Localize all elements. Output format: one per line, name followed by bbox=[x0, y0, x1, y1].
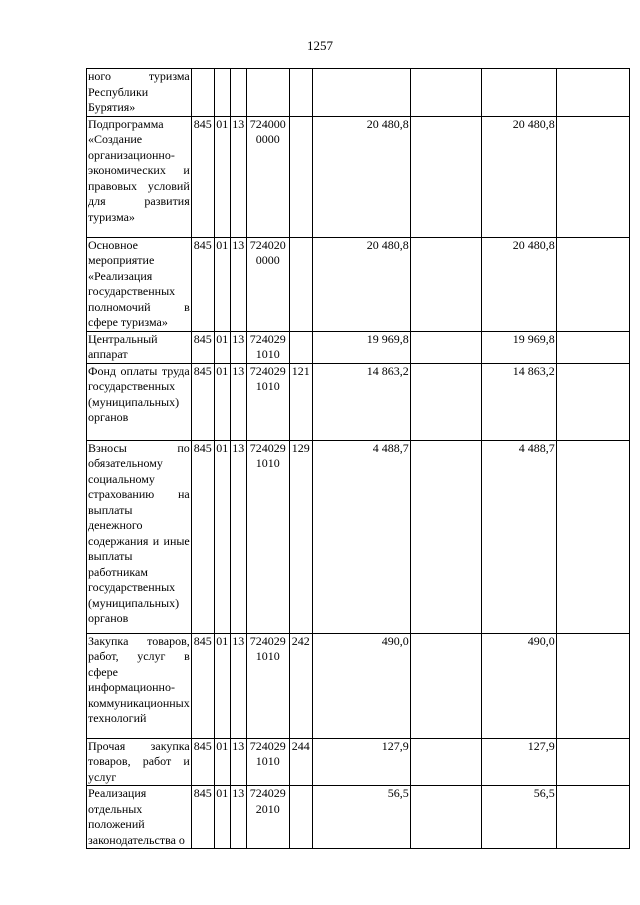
amount-cell-2 bbox=[410, 633, 481, 738]
amount-cell-2 bbox=[410, 738, 481, 786]
row-name-cell: Реализация отдельных положений законодательства о bbox=[87, 786, 192, 849]
budget-body bbox=[87, 69, 630, 849]
section-code-cell: 01 bbox=[214, 331, 230, 363]
target-article-cell bbox=[246, 69, 289, 117]
table-row bbox=[87, 331, 630, 363]
target-article-part: 1010 bbox=[255, 754, 280, 768]
expense-type-cell bbox=[289, 237, 312, 331]
amount-cell-3: 490,0 bbox=[481, 633, 556, 738]
row-name-cell: Основное мероприятие «Реализация государственных полномочий в сфере туризма» bbox=[88, 237, 190, 329]
section-code-cell: 01 bbox=[214, 363, 230, 440]
target-article-cell bbox=[246, 633, 289, 738]
target-article-part: 724029 bbox=[249, 440, 286, 455]
amount-cell-2 bbox=[410, 116, 481, 237]
expense-type-cell: 244 bbox=[289, 738, 312, 786]
amount-cell-3: 127,9 bbox=[481, 738, 556, 786]
subsection-code-cell: 13 bbox=[230, 440, 246, 633]
amount-cell-1: 56,5 bbox=[312, 786, 410, 849]
section-code-cell: 01 bbox=[214, 237, 230, 331]
grbs-code-cell: 845 bbox=[191, 363, 214, 440]
target-article-part: 0000 bbox=[255, 132, 280, 146]
expense-type-cell bbox=[289, 331, 312, 363]
target-article-part: 2010 bbox=[255, 801, 280, 816]
grbs-code-cell: 845 bbox=[191, 331, 214, 363]
subsection-code-cell: 13 bbox=[230, 633, 246, 738]
row-name-cell: Взносы по обязательному социальному страхованию на выплаты денежного содержания и иные выплаты работникам государственных (муниципальных) органов bbox=[87, 440, 192, 633]
amount-cell-4 bbox=[556, 633, 629, 738]
table-row bbox=[87, 237, 630, 331]
amount-cell-4 bbox=[556, 237, 629, 331]
amount-cell-4 bbox=[556, 331, 629, 363]
amount-cell-4 bbox=[556, 738, 629, 786]
grbs-code-cell: 845 bbox=[191, 440, 214, 633]
amount-cell-1: 14 863,2 bbox=[312, 363, 410, 440]
grbs-code-cell: 845 bbox=[191, 116, 214, 237]
section-code-cell: 01 bbox=[214, 440, 230, 633]
amount-cell-1: 20 480,8 bbox=[312, 237, 410, 331]
subsection-code-cell: 13 bbox=[230, 786, 246, 849]
amount-cell-1 bbox=[312, 69, 410, 117]
amount-cell-4 bbox=[556, 363, 629, 440]
row-name-cell: ного туризма Республики Бурятия» bbox=[88, 69, 190, 114]
target-article-part: 724029 bbox=[249, 363, 286, 378]
amount-cell-4 bbox=[556, 786, 629, 849]
grbs-code-cell: 845 bbox=[191, 786, 214, 849]
target-article-cell bbox=[246, 116, 289, 237]
target-article-cell bbox=[246, 331, 289, 363]
amount-cell-3: 56,5 bbox=[481, 786, 556, 849]
subsection-code-cell: 13 bbox=[230, 331, 246, 363]
grbs-code-cell: 845 bbox=[191, 633, 214, 738]
target-article-part: 724029 bbox=[249, 738, 286, 753]
amount-cell-3 bbox=[481, 69, 556, 117]
amount-cell-1: 127,9 bbox=[312, 738, 410, 786]
grbs-code-cell: 845 bbox=[191, 738, 214, 786]
amount-cell-4 bbox=[556, 69, 629, 117]
amount-cell-1: 20 480,8 bbox=[312, 116, 410, 237]
target-article-part: 724029 bbox=[249, 786, 286, 800]
amount-cell-3: 4 488,7 bbox=[481, 440, 556, 633]
amount-cell-2 bbox=[410, 786, 481, 849]
amount-cell-2 bbox=[410, 237, 481, 331]
target-article-part: 0000 bbox=[255, 253, 280, 267]
table-row bbox=[87, 738, 630, 786]
expense-type-cell: 129 bbox=[289, 440, 312, 633]
amount-cell-3: 14 863,2 bbox=[481, 363, 556, 440]
expense-type-cell: 121 bbox=[289, 363, 312, 440]
table-row bbox=[87, 363, 630, 440]
target-article-cell bbox=[246, 440, 289, 633]
section-code-cell: 01 bbox=[214, 633, 230, 738]
target-article-part: 724000 bbox=[249, 116, 286, 131]
target-article-part: 724029 bbox=[249, 331, 286, 346]
target-article-cell bbox=[246, 237, 289, 331]
grbs-code-cell bbox=[191, 69, 214, 117]
expense-type-cell bbox=[289, 116, 312, 237]
amount-cell-4 bbox=[556, 440, 629, 633]
page-number: 1257 bbox=[307, 38, 333, 53]
grbs-code-cell: 845 bbox=[191, 237, 214, 331]
section-code-cell: 01 bbox=[214, 786, 230, 849]
table-row bbox=[87, 440, 630, 633]
amount-cell-2 bbox=[410, 331, 481, 363]
target-article-part: 1010 bbox=[255, 649, 280, 663]
table-row bbox=[87, 116, 630, 237]
table-row bbox=[87, 786, 630, 849]
target-article-cell bbox=[246, 363, 289, 440]
row-name-cell: Закупка товаров, работ, услуг в сфере информационно-коммуникационных технологий bbox=[87, 633, 192, 738]
subsection-code-cell: 13 bbox=[230, 237, 246, 331]
target-article-part: 724029 bbox=[249, 633, 286, 648]
expense-type-cell bbox=[289, 69, 312, 117]
amount-cell-1: 490,0 bbox=[312, 633, 410, 738]
amount-cell-4 bbox=[556, 116, 629, 237]
amount-cell-3: 20 480,8 bbox=[481, 237, 556, 331]
row-name-cell: Центральный аппарат bbox=[87, 331, 192, 363]
row-name-cell: Подпрограмма «Создание организационно-экономических и правовых условий для развития туризма» bbox=[87, 116, 192, 237]
table-row bbox=[87, 633, 630, 738]
amount-cell-3: 19 969,8 bbox=[481, 331, 556, 363]
subsection-code-cell: 13 bbox=[230, 116, 246, 237]
amount-cell-1: 19 969,8 bbox=[312, 331, 410, 363]
amount-cell-2 bbox=[410, 363, 481, 440]
row-name-cell: Прочая закупка товаров, работ и услуг bbox=[88, 738, 190, 784]
amount-cell-3: 20 480,8 bbox=[481, 116, 556, 237]
target-article-cell bbox=[246, 738, 289, 786]
target-article-part: 1010 bbox=[255, 456, 280, 470]
amount-cell-2 bbox=[410, 440, 481, 633]
target-article-part: 724020 bbox=[249, 237, 286, 252]
section-code-cell: 01 bbox=[214, 738, 230, 786]
target-article-cell bbox=[246, 786, 289, 849]
budget-table bbox=[86, 68, 630, 849]
expense-type-cell bbox=[289, 786, 312, 849]
row-name-cell: Фонд оплаты труда государственных (муниципальных) органов bbox=[87, 363, 192, 440]
target-article-part: 1010 bbox=[255, 379, 280, 393]
subsection-code-cell: 13 bbox=[230, 738, 246, 786]
section-code-cell: 01 bbox=[214, 116, 230, 237]
expense-type-cell: 242 bbox=[289, 633, 312, 738]
amount-cell-2 bbox=[410, 69, 481, 117]
section-code-cell bbox=[214, 69, 230, 117]
subsection-code-cell: 13 bbox=[230, 363, 246, 440]
table-row bbox=[87, 69, 630, 117]
amount-cell-1: 4 488,7 bbox=[312, 440, 410, 633]
subsection-code-cell bbox=[230, 69, 246, 117]
target-article-part: 1010 bbox=[255, 347, 280, 361]
